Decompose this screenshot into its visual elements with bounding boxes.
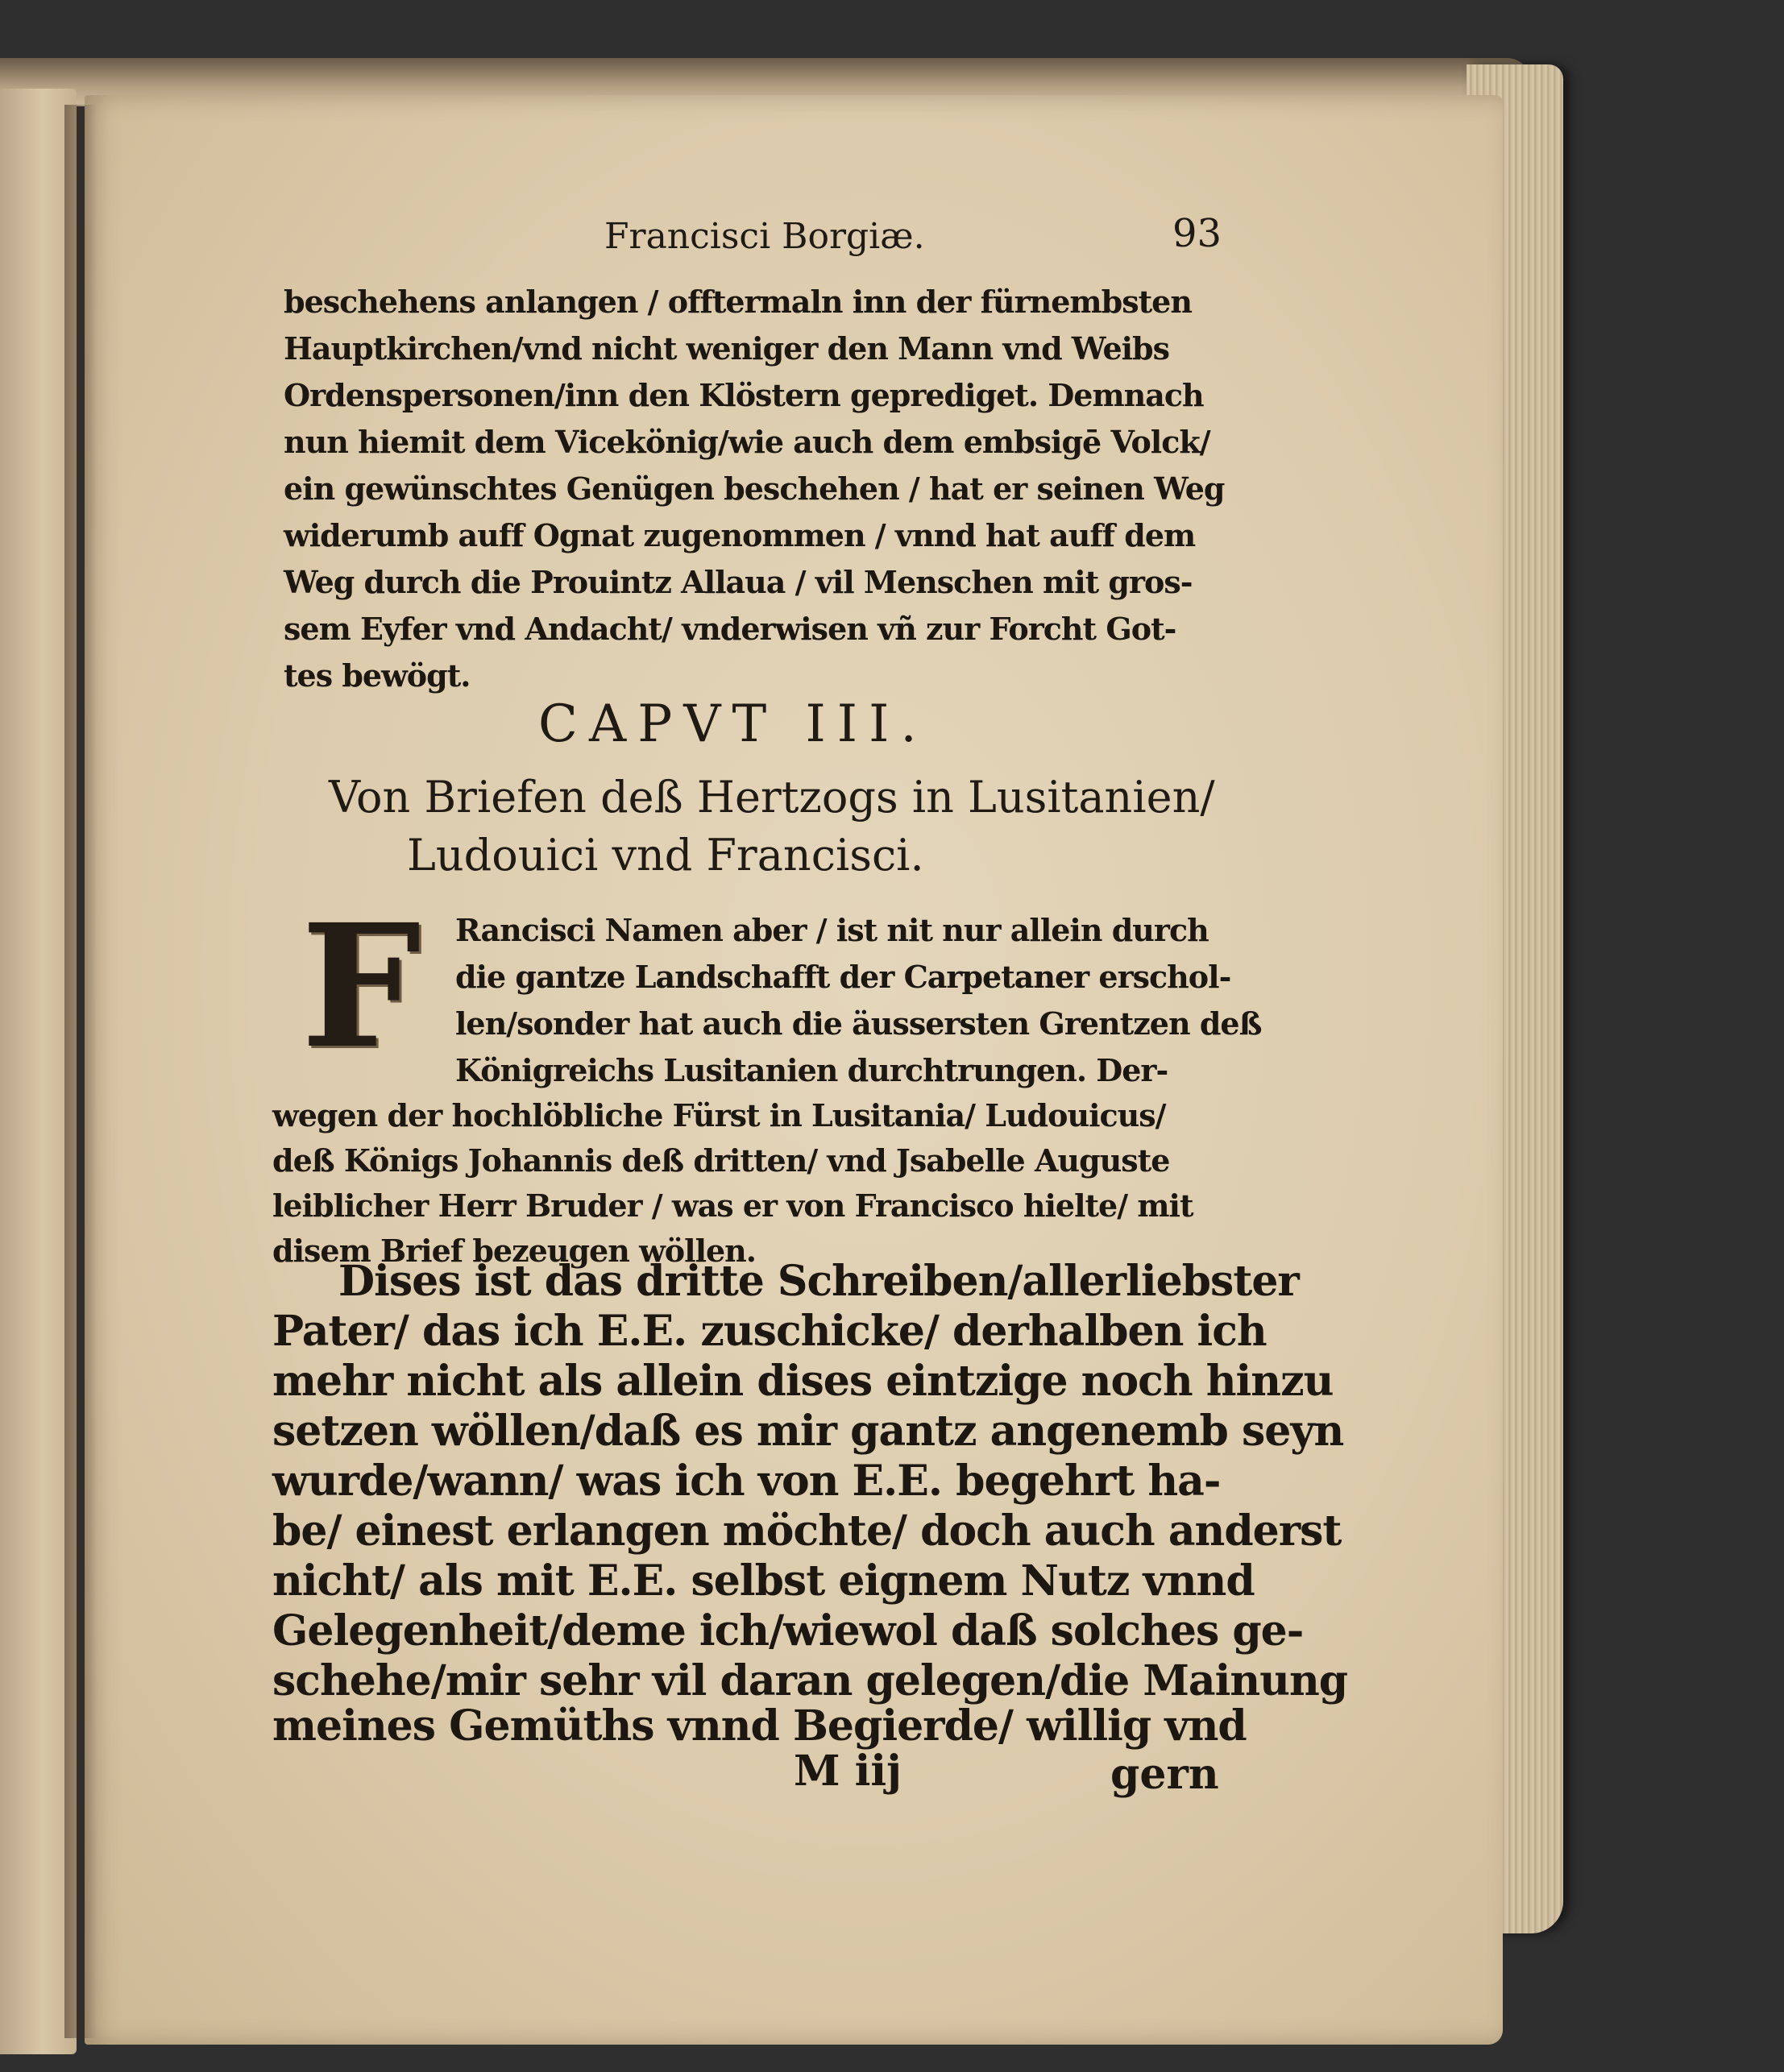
text-line: ein gewünschtes Genügen beschehen / hat er seinen Weg — [284, 470, 1225, 507]
text-line: wegen der hochlöbliche Fürst in Lusitania/ Ludouicus/ — [272, 1097, 1166, 1133]
binding-gutter — [64, 105, 97, 2038]
text-line: disem Brief bezeugen wöllen. — [272, 1233, 757, 1269]
text-line: Dises ist das dritte Schreiben/allerliebster — [338, 1257, 1299, 1306]
page-number: 93 — [1172, 211, 1222, 256]
text-line: deß Königs Johannis deß dritten/ vnd Jsabelle Auguste — [272, 1142, 1170, 1179]
chapter-subtitle-line: Ludouici vnd Francisci. — [407, 830, 924, 881]
text-line: Weg durch die Prouintz Allaua / vil Menschen mit gros- — [284, 564, 1193, 600]
text-line: beschehens anlangen / offtermaln inn der fürnembsten — [284, 284, 1192, 320]
text-line: nun hiemit dem Vicekönig/wie auch dem embsigē Volck/ — [284, 424, 1210, 460]
chapter-title: CAPVT III. — [538, 694, 928, 754]
text-line: Königreichs Lusitanien durchtrungen. Der- — [455, 1052, 1168, 1088]
catchword: gern — [1110, 1750, 1219, 1799]
text-line: Ordenspersonen/inn den Klöstern geprediget. Demnach — [284, 377, 1204, 413]
text-line: mehr nicht als allein dises eintzige noch hinzu — [272, 1357, 1334, 1406]
text-line: setzen wöllen/daß es mir gantz angenemb seyn — [272, 1407, 1344, 1456]
running-head: Francisci Borgiæ. — [604, 216, 925, 257]
text-line: die gantze Landschafft der Carpetaner erschol- — [455, 959, 1231, 995]
text-line: len/sonder hat auch die äussersten Grentzen deß — [455, 1005, 1262, 1042]
text-line: leiblicher Herr Bruder / was er von Francisco hielte/ mit — [272, 1187, 1193, 1224]
signature-mark: M iij — [794, 1747, 902, 1796]
text-line: Gelegenheit/deme ich/wiewol daß solches ge- — [272, 1606, 1304, 1656]
chapter-subtitle-line: Von Briefen deß Hertzogs in Lusitanien/ — [329, 772, 1215, 823]
decorated-initial: F — [301, 887, 421, 1086]
text-line: tes bewögt. — [284, 657, 471, 694]
text-line: meines Gemüths vnnd Begierde/ willig vnd — [272, 1701, 1247, 1751]
text-line: widerumb auff Ognat zugenommen / vnnd hat auff dem — [284, 517, 1196, 553]
text-line: nicht/ als mit E.E. selbst eignem Nutz vnnd — [272, 1556, 1255, 1606]
text-line: wurde/wann/ was ich von E.E. begehrt ha- — [272, 1457, 1221, 1506]
text-line: sem Eyfer vnd Andacht/ vnderwisen vñ zur Forcht Got- — [284, 611, 1176, 647]
text-line: schehe/mir sehr vil daran gelegen/die Mainung — [272, 1656, 1348, 1705]
text-line: Hauptkirchen/vnd nicht weniger den Mann vnd Weibs — [284, 330, 1170, 367]
text-line: Pater/ das ich E.E. zuschicke/ derhalben ich — [272, 1307, 1267, 1356]
text-line: be/ einest erlangen möchte/ doch auch anderst — [272, 1506, 1342, 1556]
text-line: Rancisci Namen aber / ist nit nur allein durch — [455, 912, 1209, 948]
